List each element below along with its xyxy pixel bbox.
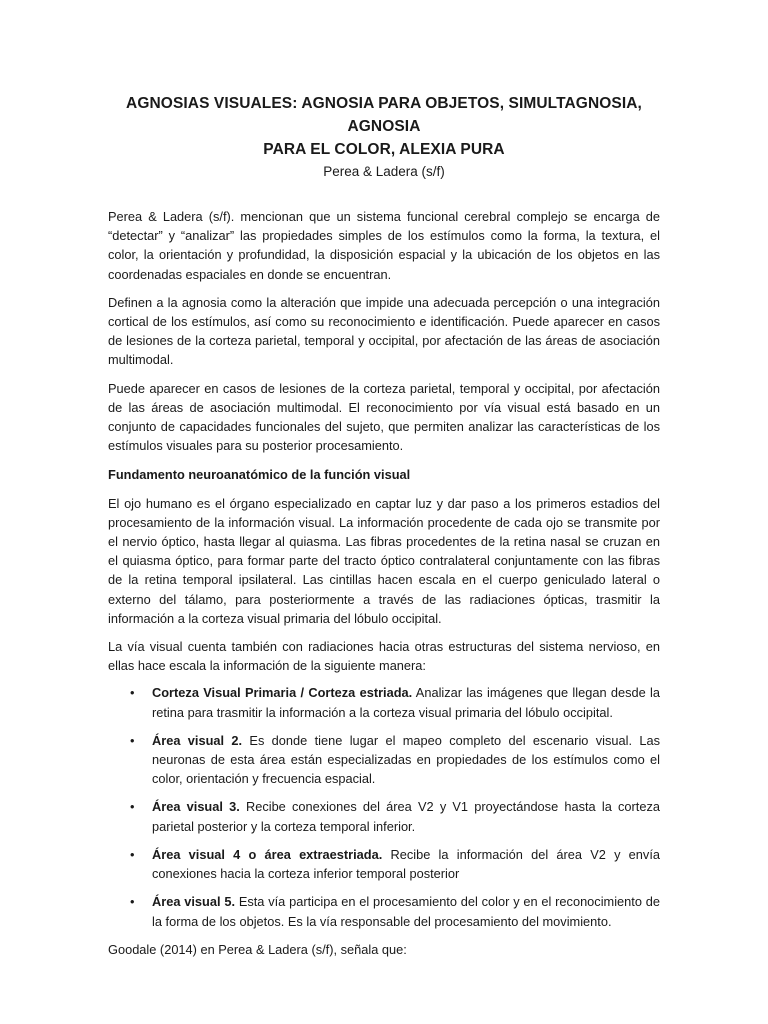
list-item xyxy=(108,683,660,721)
title-line-1: AGNOSIAS VISUALES: AGNOSIA PARA OBJETOS, SIMULTAGNOSIA, AGNOSIA xyxy=(126,95,642,135)
list-item-term: Área visual 3. xyxy=(152,799,240,815)
bullet-icon: • xyxy=(130,894,135,910)
bullet-icon: • xyxy=(130,846,135,862)
document-title xyxy=(108,92,660,161)
paragraph: Perea & Ladera (s/f). mencionan que un sistema funcional cerebral complejo se encarga de “detectar” y “analizar” las propiedades simples de los estímulos como la forma, la textura, el color, la orientación y profundidad, la disposición espacial y la ubicación de los objetos en las coordenadas espaciales en donde se encuentran. xyxy=(108,209,660,282)
bullet-icon: • xyxy=(130,685,135,701)
list-item-text: Recibe la información del área V2 y envía conexiones hacia la corteza inferior temporal posterior xyxy=(152,846,660,882)
paragraph: Puede aparecer en casos de lesiones de la corteza parietal, temporal y occipital, por afectación de las áreas de asociación multimodal. El reconocimiento por vía visual está basado en un conjunto de capacidades funcionales del sujeto, que permiten analizar las características de los estímulos visuales para su posterior procesamiento. xyxy=(108,380,660,454)
list-item-term: Corteza Visual Primaria / Corteza estriada. xyxy=(152,685,413,701)
section-heading: Fundamento neuroanatómico de la función visual xyxy=(108,467,411,483)
list-item-text: Esta vía participa en el procesamiento del color y en el reconocimiento de la forma de los objetos. Es la vía responsable del procesamiento del movimiento. xyxy=(152,894,660,929)
paragraph: Definen a la agnosia como la alteración que impide una adecuada percepción o una integración cortical de los estímulos, así como su reconocimiento e identificación. Puede aparecer en casos de lesiones de la corteza parietal, temporal y occipital, por afectación de las áreas de asociación multimodal. xyxy=(108,294,660,368)
closing-line: Goodale (2014) en Perea & Ladera (s/f), señala que: xyxy=(108,941,407,957)
document-subtitle: Perea & Ladera (s/f) xyxy=(323,164,445,179)
list-item-text: Es donde tiene lugar el mapeo completo del escenario visual. Las neuronas de esta área están especializadas en propiedades de los estímulos como el color, orientación y frecuencia espacial. xyxy=(152,732,660,787)
paragraph: La vía visual cuenta también con radiaciones hacia otras estructuras del sistema nervioso, en ellas hace escala la información de la siguiente manera: xyxy=(108,639,660,674)
bullet-list xyxy=(108,683,660,930)
list-item xyxy=(108,845,660,883)
list-item-term: Área visual 4 o área extraestriada. xyxy=(152,846,383,862)
bullet-icon: • xyxy=(130,732,135,748)
list-item-term: Área visual 5. xyxy=(152,894,236,910)
paragraph: El ojo humano es el órgano especializado en captar luz y dar paso a los primeros estadios del procesamiento de la información visual. La información procedente de cada ojo se transmite por el nervio óptico, hasta llegar al quiasma. Las fibras procedentes de la retina nasal se cruzan en el quiasma óptico, para formar parte del tracto óptico contralateral conjuntamente con las fibras de la retina temporal ipsilateral. Las cintillas hacen escala en el cuerpo geniculado lateral o externo del tálamo, para posteriormente a través de las radiaciones ópticas, trasmitir la información a la corteza visual primaria del lóbulo occipital. xyxy=(108,495,660,626)
list-item xyxy=(108,797,660,835)
list-item-text: Recibe conexiones del área V2 y V1 proyectándose hasta la corteza parietal posterior y la corteza temporal inferior. xyxy=(152,799,660,834)
title-line-2: PARA EL COLOR, ALEXIA PURA xyxy=(263,141,505,158)
list-item xyxy=(108,731,660,789)
bullet-icon: • xyxy=(130,799,135,815)
list-item-term: Área visual 2. xyxy=(152,732,243,748)
list-item xyxy=(108,892,660,930)
list-item-text: Analizar las imágenes que llegan desde la retina para trasmitir la información a la corteza visual primaria del lóbulo occipital. xyxy=(152,685,660,720)
